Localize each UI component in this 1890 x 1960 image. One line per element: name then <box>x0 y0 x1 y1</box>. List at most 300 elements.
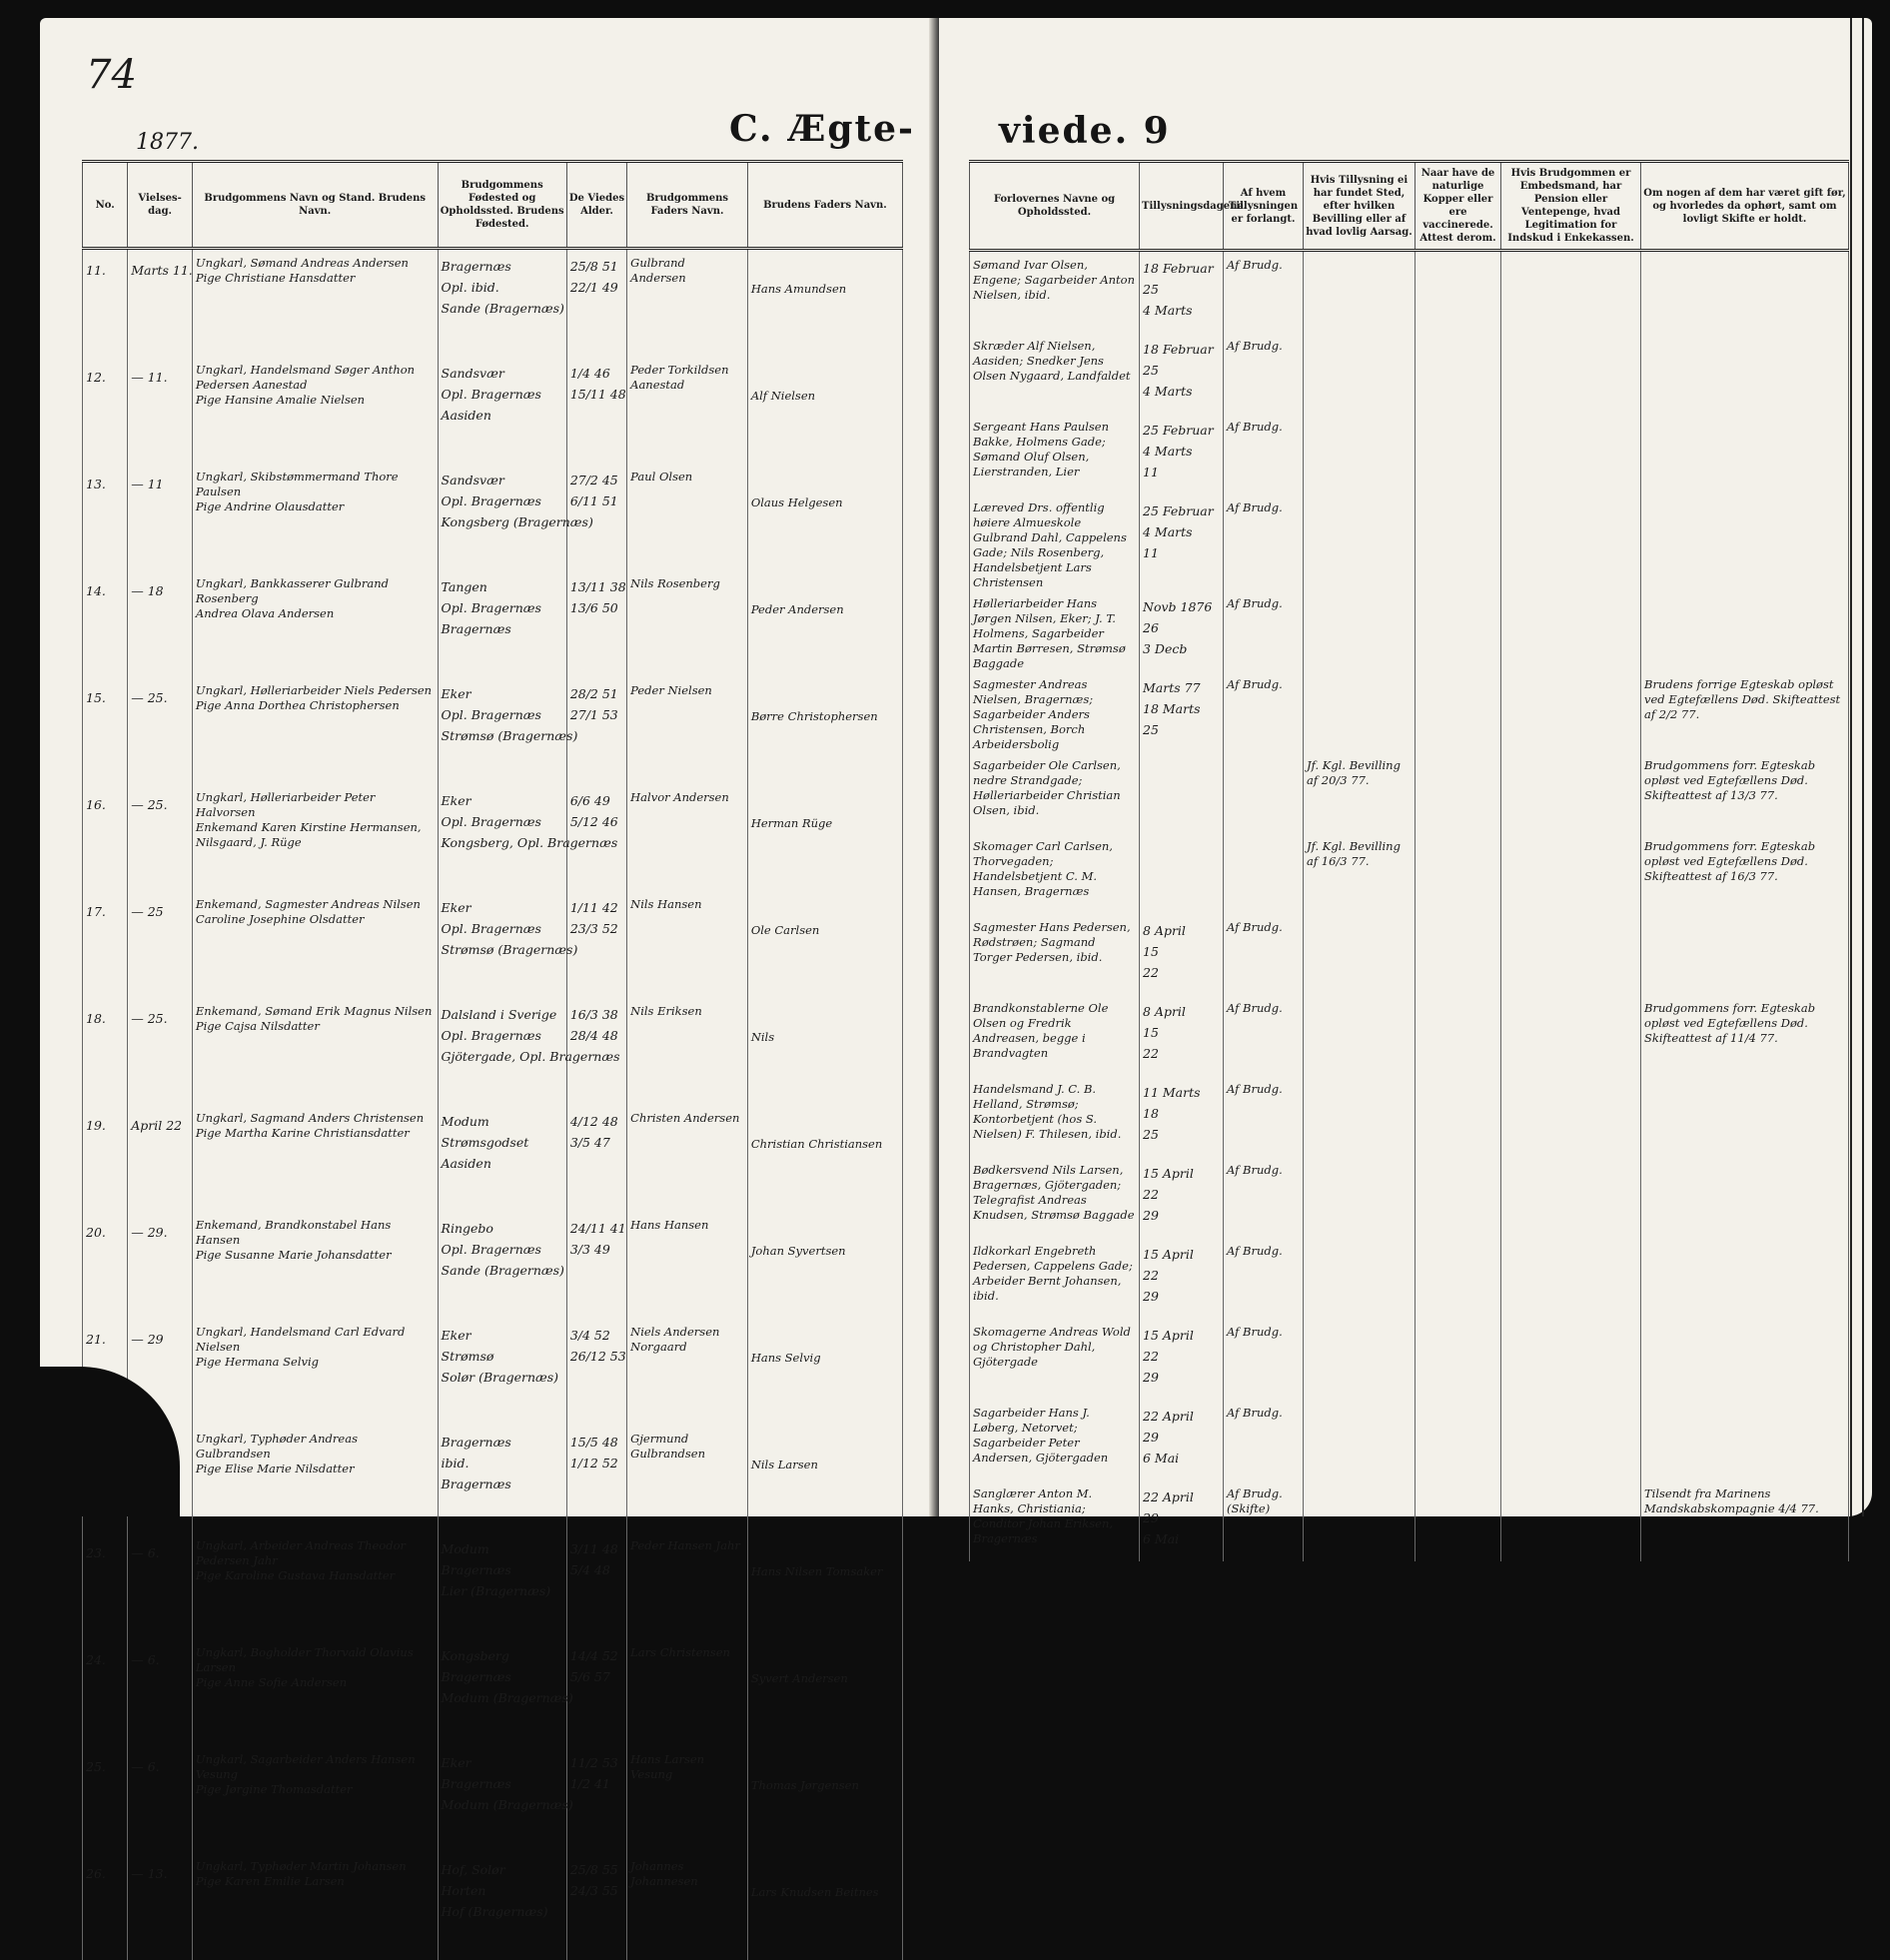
age-line: 3/5 47 <box>569 1135 610 1150</box>
banns-line: 6 Mai <box>1143 1451 1180 1466</box>
vaccination-cell <box>1416 333 1501 414</box>
witnesses-cell <box>970 251 1140 334</box>
header-vaccination: Naar have de naturlige Kopper eller ere vaccinerede. Attest derom. <box>1416 162 1501 251</box>
banns-line: 8 April <box>1143 923 1186 938</box>
remarks-cell <box>1641 1238 1849 1319</box>
birthplace-cell <box>438 677 578 784</box>
witnesses-text: Sagmester Hans Pedersen, Rødstrøen; Sagmand Torger Pedersen, ibid. <box>973 920 1131 964</box>
entry-number-text: 23. <box>86 1545 106 1560</box>
witnesses-cell <box>970 1076 1140 1157</box>
entry-number <box>83 570 128 677</box>
banns-line: 18 Marts <box>1143 701 1201 716</box>
by-whom-cell <box>1224 671 1304 752</box>
table-row <box>970 833 1849 914</box>
bride-name: Pige Andrine Olausdatter <box>195 499 345 513</box>
table-row <box>83 891 903 998</box>
by-whom-cell <box>1224 995 1304 1076</box>
license-cell <box>1304 1238 1416 1319</box>
groom-father-cell <box>627 1532 748 1639</box>
age-line: 27/2 45 <box>569 473 618 488</box>
age-line: 24/3 55 <box>569 1883 618 1898</box>
birthplace-line: Lier (Bragernæs) <box>441 1583 551 1598</box>
table-row <box>970 494 1849 590</box>
banns-cell <box>1140 914 1224 995</box>
witnesses-text: Sagarbeider Ole Carlsen, nedre Strandgade; Hølleriarbeider Christian Olsen, ibid. <box>973 758 1121 817</box>
ages-cell <box>566 1212 626 1319</box>
groom-father-cell <box>627 1426 748 1532</box>
bride-father-cell <box>747 1212 902 1319</box>
vaccination-cell <box>1416 1157 1501 1238</box>
entry-number-text: 25. <box>86 1759 106 1774</box>
banns-line: 15 <box>1143 944 1159 959</box>
banns-line: 29 <box>1143 1430 1159 1445</box>
vaccination-cell <box>1416 590 1501 671</box>
remarks-cell <box>1641 1400 1849 1480</box>
banns-line: 4 Marts <box>1143 384 1193 399</box>
table-row <box>970 1319 1849 1400</box>
ages-cell <box>566 570 626 677</box>
banns-cell <box>1140 1157 1224 1238</box>
by-whom-cell <box>1224 1480 1304 1561</box>
age-line: 1/11 42 <box>569 900 618 915</box>
ages-cell <box>566 1426 626 1532</box>
witnesses-cell <box>970 914 1140 995</box>
marriage-date <box>128 249 193 358</box>
header-by-whom: Af hvem Tillysningen er forlangt. <box>1224 162 1304 251</box>
banns-cell <box>1140 590 1224 671</box>
ages-cell <box>566 1105 626 1212</box>
book-edge <box>1850 18 1864 1516</box>
table-row <box>83 1105 903 1212</box>
age-line: 16/3 38 <box>569 1007 618 1022</box>
banns-line: 29 <box>1143 1289 1159 1304</box>
entry-number-text: 13. <box>86 477 106 491</box>
header-no: No. <box>83 162 128 249</box>
banns-line: 22 <box>1143 1268 1159 1283</box>
remarks-cell <box>1641 1480 1849 1561</box>
bride-name: Pige Anna Dorthea Christophersen <box>195 698 400 712</box>
banns-line: 3 Decb <box>1143 641 1188 656</box>
witnesses-cell <box>970 590 1140 671</box>
vaccination-cell <box>1416 414 1501 494</box>
vaccination-cell <box>1416 752 1501 833</box>
marriage-register-right <box>969 160 1849 1561</box>
vaccination-cell <box>1416 494 1501 590</box>
groom-father-name: Peder Hansen Jahr <box>630 1538 740 1552</box>
birthplace-line: Opl. Bragernæs <box>441 707 541 722</box>
ages-cell <box>566 1319 626 1426</box>
groom-father-name: Halvor Andersen <box>630 790 729 804</box>
groom-father-cell <box>627 891 748 998</box>
witnesses-text: Handelsmand J. C. B. Helland, Strømsø; Kontorbetjent (hos S. Nielsen) F. Thilesen, ibid. <box>973 1082 1122 1141</box>
groom-father-name: Nils Hansen <box>630 897 702 911</box>
birthplace-line: Eker <box>441 793 472 808</box>
vaccination-cell <box>1416 1480 1501 1561</box>
age-line: 26/12 53 <box>569 1349 626 1364</box>
birthplace-line: Bragernæs <box>441 1562 511 1577</box>
groom-name: Ungkarl, Arbeider Andreas Theodor Pedersen Jahr <box>195 1538 407 1567</box>
table-row <box>83 1853 903 1960</box>
groom-name: Ungkarl, Sagarbeider Anders Hansen Vesung <box>195 1752 416 1781</box>
marriage-date-text: — 25 <box>131 904 164 919</box>
bride-father-cell <box>747 1639 902 1746</box>
license-cell <box>1304 333 1416 414</box>
header-banns: Tillysningsdagene. <box>1140 162 1224 251</box>
witnesses-text: Læreved Drs. offentlig høiere Almueskole Gulbrand Dahl, Cappelens Gade; Nils Rosenberg, Handelsbetjent Lars Christensen <box>973 500 1127 589</box>
birthplace-line: Opl. Bragernæs <box>441 814 541 829</box>
banns-cell <box>1140 1238 1224 1319</box>
banns-cell <box>1140 995 1224 1076</box>
names-cell <box>192 998 438 1105</box>
birthplace-line: Opl. Bragernæs <box>441 387 541 402</box>
birthplace-line: Kongsberg <box>441 1648 509 1663</box>
table-row <box>83 1426 903 1532</box>
banns-line: 22 April <box>1143 1489 1194 1504</box>
bride-father-cell <box>747 570 902 677</box>
banns-line: 15 <box>1143 1025 1159 1040</box>
entry-number <box>83 1639 128 1746</box>
witnesses-text: Brandkonstablerne Ole Olsen og Fredrik Andreasen, begge i Brandvagten <box>973 1001 1109 1060</box>
witnesses-cell <box>970 995 1140 1076</box>
remarks-cell <box>1641 251 1849 334</box>
birthplace-cell <box>438 1105 566 1212</box>
birthplace-cell <box>438 1746 573 1853</box>
groom-father-cell <box>627 464 748 570</box>
witnesses-text: Bødkersvend Nils Larsen, Bragernæs, Gjötergaden; Telegrafist Andreas Knudsen, Strømsø Baggade <box>973 1163 1135 1222</box>
entry-number-text: 15. <box>86 690 106 705</box>
pension-cell <box>1501 1157 1641 1238</box>
groom-name: Ungkarl, Hølleriarbeider Peter Halvorsen <box>195 790 376 819</box>
bride-father-cell <box>747 1746 902 1853</box>
by-whom-cell <box>1224 1400 1304 1480</box>
banns-cell <box>1140 251 1224 334</box>
banns-line: 15 April <box>1143 1166 1194 1181</box>
birthplace-line: Hof, Solør <box>441 1862 505 1877</box>
ages-cell <box>566 1532 626 1639</box>
header-names: Brudgommens Navn og Stand. Brudens Navn. <box>192 162 438 249</box>
witnesses-text: Ildkorkarl Engebreth Pedersen, Cappelens Gade; Arbeider Bernt Johansen, ibid. <box>973 1244 1133 1303</box>
birthplace-cell <box>438 1853 566 1960</box>
birthplace-line: Hof (Bragernæs) <box>441 1904 548 1919</box>
marriage-register-left <box>82 160 903 1960</box>
bride-father-cell <box>747 1105 902 1212</box>
entry-number <box>83 357 128 464</box>
pension-cell <box>1501 752 1641 833</box>
bride-name: Pige Elise Marie Nilsdatter <box>195 1462 355 1475</box>
marriage-date <box>128 998 193 1105</box>
birthplace-cell <box>438 1426 566 1532</box>
birthplace-line: Sandsvær <box>441 473 504 488</box>
register-title-right: viede. 9 <box>999 110 1171 152</box>
groom-father-name: Johannes Johannesen <box>630 1859 698 1888</box>
table-row <box>83 1319 903 1426</box>
age-line: 28/4 48 <box>569 1028 618 1043</box>
banns-line: Marts 77 <box>1143 680 1201 695</box>
bride-name: Andrea Olava Andersen <box>195 606 335 620</box>
remarks-text: Tilsendt fra Marinens Mandskabskompagnie 4/4 77. <box>1644 1486 1819 1515</box>
bride-father-name: Syvert Andersen <box>750 1671 848 1685</box>
marriage-date <box>128 1746 193 1853</box>
entry-number-text: 21. <box>86 1332 106 1347</box>
banns-line <box>1143 839 1220 860</box>
table-row <box>970 1480 1849 1561</box>
banns-line: 22 April <box>1143 1409 1194 1424</box>
names-cell <box>192 891 438 998</box>
by-whom-cell <box>1224 833 1304 914</box>
banns-cell <box>1140 1076 1224 1157</box>
license-cell <box>1304 251 1416 334</box>
groom-name: Ungkarl, Sagmand Anders Christensen <box>195 1111 425 1125</box>
age-line: 5/4 48 <box>569 1562 610 1577</box>
header-bride-father: Brudens Faders Navn. <box>747 162 902 249</box>
banns-line: 25 <box>1143 722 1159 737</box>
birthplace-line: Aasiden <box>441 408 491 423</box>
groom-name: Enkemand, Sagmester Andreas Nilsen <box>195 897 421 911</box>
ages-cell <box>566 249 626 358</box>
marriage-date <box>128 1212 193 1319</box>
pension-cell <box>1501 1238 1641 1319</box>
witnesses-cell <box>970 1319 1140 1400</box>
names-cell <box>192 464 438 570</box>
witnesses-cell <box>970 414 1140 494</box>
banns-line: 25 <box>1143 282 1159 297</box>
marriage-date <box>128 570 193 677</box>
witnesses-text: Hølleriarbeider Hans Jørgen Nilsen, Eker; J. T. Holmens, Sagarbeider Martin Børresen, Strømsø Baggade <box>973 596 1126 670</box>
birthplace-line: Aasiden <box>441 1156 491 1171</box>
marriage-date-text: — 6. <box>131 1545 160 1560</box>
table-row <box>970 590 1849 671</box>
remarks-text: Brudgommens forr. Egteskab opløst ved Egtefællens Død. Skifteattest af 13/3 77. <box>1644 758 1816 802</box>
entry-number-text: 12. <box>86 370 106 385</box>
table-row <box>83 1212 903 1319</box>
names-cell <box>192 677 438 784</box>
groom-name: Ungkarl, Hølleriarbeider Niels Pedersen <box>195 683 433 697</box>
entry-number-text: 26. <box>86 1866 106 1881</box>
banns-line: 18 <box>1143 1106 1159 1121</box>
age-line: 27/1 53 <box>569 707 618 722</box>
entry-number-text: 16. <box>86 797 106 812</box>
pension-cell <box>1501 1400 1641 1480</box>
banns-line: 26 <box>1143 620 1159 635</box>
bride-father-name: Thomas Jørgensen <box>750 1778 859 1792</box>
birthplace-cell <box>438 1532 566 1639</box>
groom-father-name: Hans Larsen Vesung <box>630 1752 705 1781</box>
groom-name: Ungkarl, Handelsmand Søger Anthon Pedersen Aanestad <box>195 363 416 392</box>
birthplace-line: Strømsø (Bragernæs) <box>441 942 578 957</box>
birthplace-line: Ringebo <box>441 1221 493 1236</box>
table-row <box>970 1157 1849 1238</box>
groom-father-cell <box>627 1639 748 1746</box>
birthplace-line: Eker <box>441 1755 472 1770</box>
register-year: 1877. <box>136 130 199 155</box>
license-cell <box>1304 414 1416 494</box>
by-whom-cell <box>1224 1076 1304 1157</box>
birthplace-line: ibid. <box>441 1456 470 1470</box>
age-line: 13/6 50 <box>569 600 618 615</box>
witnesses-cell <box>970 333 1140 414</box>
age-line: 6/11 51 <box>569 493 618 508</box>
birthplace-line: Strømsgodset <box>441 1135 529 1150</box>
banns-line: 25 <box>1143 363 1159 378</box>
banns-cell <box>1140 833 1224 914</box>
header-groom-father: Brudgommens Faders Navn. <box>627 162 748 249</box>
bride-name: Caroline Josephine Olsdatter <box>195 912 365 926</box>
birthplace-line: Sande (Bragernæs) <box>441 301 564 316</box>
banns-line: 22 <box>1143 1046 1159 1061</box>
marriage-date-text: — 25. <box>131 690 168 705</box>
ages-cell <box>566 1853 626 1960</box>
witnesses-cell <box>970 1480 1140 1561</box>
names-cell <box>192 1746 438 1853</box>
groom-father-cell <box>627 677 748 784</box>
groom-father-cell <box>627 998 748 1105</box>
by-whom-cell <box>1224 414 1304 494</box>
remarks-cell <box>1641 1319 1849 1400</box>
ages-cell <box>566 1746 626 1853</box>
pension-cell <box>1501 1480 1641 1561</box>
birthplace-line: Modum (Bragernæs) <box>441 1797 573 1812</box>
witnesses-cell <box>970 1400 1140 1480</box>
marriage-date-text: — 13. <box>131 1866 168 1881</box>
birthplace-cell <box>438 249 566 358</box>
groom-father-cell <box>627 1212 748 1319</box>
table-row <box>83 1746 903 1853</box>
table-row <box>970 752 1849 833</box>
groom-father-name: Christen Andersen <box>630 1111 740 1125</box>
witnesses-text: Skomagerne Andreas Wold og Christopher Dahl, Gjötergade <box>973 1325 1131 1369</box>
birthplace-cell <box>438 1212 566 1319</box>
vaccination-cell <box>1416 1319 1501 1400</box>
by-whom-text: Af Brudg. <box>1227 1325 1283 1339</box>
table-row <box>970 671 1849 752</box>
banns-cell <box>1140 333 1224 414</box>
bride-father-name: Hans Selvig <box>750 1351 821 1365</box>
age-line: 1/2 41 <box>569 1776 610 1791</box>
birthplace-line: Tangen <box>441 579 487 594</box>
entry-number-text: 11. <box>86 263 106 278</box>
bride-father-cell <box>747 357 902 464</box>
age-line: 15/5 48 <box>569 1435 618 1450</box>
banns-line: 18 Februar <box>1143 342 1214 357</box>
groom-father-name: Gjermund Gulbrandsen <box>630 1432 706 1461</box>
birthplace-cell <box>438 1319 566 1426</box>
entry-number-text: 17. <box>86 904 106 919</box>
bride-father-name: Olaus Helgesen <box>750 495 843 509</box>
witnesses-text: Sergeant Hans Paulsen Bakke, Holmens Gade; Sømand Oluf Olsen, Lierstranden, Lier <box>973 420 1110 479</box>
remarks-cell <box>1641 494 1849 590</box>
bride-name: Pige Jørgine Thomasdatter <box>195 1782 353 1796</box>
entry-number <box>83 891 128 998</box>
banns-line <box>1143 779 1220 800</box>
groom-father-name: Hans Hansen <box>630 1218 709 1232</box>
entry-number <box>83 1212 128 1319</box>
table-row <box>83 357 903 464</box>
pension-cell <box>1501 414 1641 494</box>
birthplace-line: Kongsberg (Bragernæs) <box>441 514 593 529</box>
header-pension: Hvis Brudgommen er Embedsmand, har Pension eller Ventepenge, hvad Legitimation for Indskud i Enkekassen. <box>1501 162 1641 251</box>
banns-cell <box>1140 1480 1224 1561</box>
marriage-date-text: — 6. <box>131 1759 160 1774</box>
vaccination-cell <box>1416 1238 1501 1319</box>
table-row <box>970 1400 1849 1480</box>
age-line: 28/2 51 <box>569 686 618 701</box>
entry-number-text: 14. <box>86 583 106 598</box>
banns-line: 22 <box>1143 1349 1159 1364</box>
bride-father-cell <box>747 1319 902 1426</box>
banns-line: 4 Marts <box>1143 303 1193 318</box>
by-whom-text: Af Brudg. <box>1227 420 1283 434</box>
marriage-date <box>128 1532 193 1639</box>
marriage-date-text: — 29 <box>131 1332 164 1347</box>
by-whom-text: Af Brudg. <box>1227 920 1283 934</box>
age-line: 3/3 49 <box>569 1242 610 1257</box>
groom-father-cell <box>627 249 748 358</box>
vaccination-cell <box>1416 251 1501 334</box>
groom-name: Enkemand, Brandkonstabel Hans Hansen <box>195 1218 392 1247</box>
pension-cell <box>1501 995 1641 1076</box>
groom-name: Ungkarl, Bankkasserer Gulbrand Rosenberg <box>195 576 389 605</box>
banns-line <box>1143 758 1220 779</box>
pension-cell <box>1501 671 1641 752</box>
vaccination-cell <box>1416 833 1501 914</box>
marriage-date-text: — 6. <box>131 1652 160 1667</box>
license-cell <box>1304 494 1416 590</box>
witnesses-text: Sømand Ivar Olsen, Engene; Sagarbeider Anton Nielsen, ibid. <box>973 258 1135 302</box>
birthplace-line: Opl. Bragernæs <box>441 1242 541 1257</box>
banns-line: 11 <box>1143 545 1159 560</box>
by-whom-text: Af Brudg. <box>1227 500 1283 514</box>
birthplace-line: Sande (Bragernæs) <box>441 1263 564 1278</box>
birthplace-line: Bragernæs <box>441 1776 511 1791</box>
bride-name: Pige Hermana Selvig <box>195 1355 320 1369</box>
age-line: 11/2 53 <box>569 1755 618 1770</box>
by-whom-cell <box>1224 752 1304 833</box>
pension-cell <box>1501 251 1641 334</box>
groom-father-cell <box>627 1746 748 1853</box>
banns-line: 4 Marts <box>1143 524 1193 539</box>
table-row <box>970 251 1849 334</box>
bride-father-name: Nils Larsen <box>750 1458 818 1471</box>
license-cell <box>1304 1400 1416 1480</box>
license-cell <box>1304 914 1416 995</box>
age-line: 24/11 41 <box>569 1221 626 1236</box>
groom-name: Ungkarl, Typhøder Martin Johansen <box>195 1859 407 1873</box>
marriage-date <box>128 1853 193 1960</box>
banns-line: 15 April <box>1143 1247 1194 1262</box>
bride-father-name: Herman Rüge <box>750 816 833 830</box>
birthplace-line: Bragernæs <box>441 1669 511 1684</box>
by-whom-text: Af Brudg. (Skifte) <box>1227 1486 1283 1515</box>
remarks-cell <box>1641 995 1849 1076</box>
marriage-date-text: — 25. <box>131 1011 168 1026</box>
by-whom-cell <box>1224 494 1304 590</box>
by-whom-cell <box>1224 251 1304 334</box>
birthplace-line: Kongsberg, Opl. Bragernæs <box>441 835 618 850</box>
by-whom-cell <box>1224 333 1304 414</box>
remarks-cell <box>1641 914 1849 995</box>
entry-number <box>83 1746 128 1853</box>
pension-cell <box>1501 1076 1641 1157</box>
entry-number <box>83 784 128 891</box>
header-birthplace: Brudgommens Fødested og Opholdssted. Brudens Fødested. <box>438 162 566 249</box>
marriage-date <box>128 784 193 891</box>
bride-name: Pige Martha Karine Christiansdatter <box>195 1126 410 1140</box>
pension-cell <box>1501 833 1641 914</box>
witnesses-text: Sanglærer Anton M. Hanks, Christiania; Conditor Johan Eriksen, Bragernæs <box>973 1486 1114 1545</box>
banns-line: 25 Februar <box>1143 503 1214 518</box>
pension-cell <box>1501 590 1641 671</box>
bride-name: Pige Anne Sofie Andersen <box>195 1675 348 1689</box>
